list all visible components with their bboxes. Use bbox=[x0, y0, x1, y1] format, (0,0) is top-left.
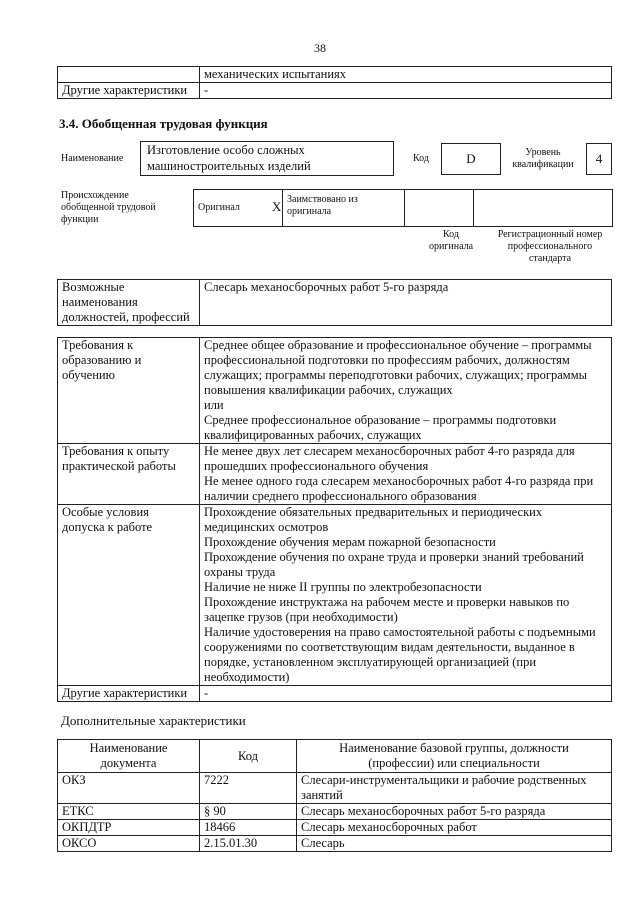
borrowed-label-line-1: Заимствовано из bbox=[287, 194, 358, 205]
table-row-name-cont: занятий bbox=[301, 788, 343, 802]
special-line: сооружениями по соответствующим видам деятельности, выданное в bbox=[204, 640, 575, 654]
origin-label bbox=[61, 190, 156, 226]
name-value-line-2: машиностроительных изделий bbox=[147, 159, 311, 173]
table-row-name: Слесарь механосборочных работ bbox=[297, 820, 612, 836]
special-line: охраны труда bbox=[204, 565, 276, 579]
education-label-line-2: образованию и bbox=[62, 353, 142, 367]
reg-number-line-1: Регистрационный номер bbox=[497, 229, 603, 240]
table-row-doc: ОКЗ bbox=[58, 773, 200, 804]
education-value bbox=[200, 338, 612, 444]
code-original-caption bbox=[416, 229, 486, 253]
additional-table bbox=[57, 739, 612, 852]
education-label-line-3: обучению bbox=[62, 368, 115, 382]
header-name-line-2: (профессии) или специальности bbox=[368, 756, 540, 770]
code-original-cell bbox=[405, 190, 474, 227]
experience-line: прошедших профессионального обучения bbox=[204, 459, 429, 473]
positions-value: Слесарь механосборочных работ 5-го разряда bbox=[200, 280, 612, 326]
section-title: 3.4. Обобщенная трудовая функция bbox=[59, 116, 268, 131]
header-doc-line-1: Наименование bbox=[89, 741, 168, 755]
education-line: повышения квалификации рабочих, служащих bbox=[204, 383, 453, 397]
table-row-code: 18466 bbox=[200, 820, 297, 836]
top-table-label-1 bbox=[58, 67, 200, 83]
experience-line: наличии среднего профессионального образования bbox=[204, 489, 477, 503]
additional-title: Дополнительные характеристики bbox=[61, 713, 246, 728]
special-line: Наличие не ниже II группы по электробезопасности bbox=[204, 580, 482, 594]
origin-table bbox=[193, 189, 613, 227]
special-line: Прохождение инструктажа на рабочем месте и проверки навыков по bbox=[204, 595, 570, 609]
original-mark: X bbox=[272, 199, 282, 214]
positions-label-line-1: Возможные bbox=[62, 280, 125, 294]
education-line: служащих; программы переподготовки рабочих, служащих; программы bbox=[204, 368, 588, 382]
experience-label-line-2: практической работы bbox=[62, 459, 176, 473]
education-line: профессиональной подготовки по профессиям рабочих, должностям bbox=[204, 353, 570, 367]
level-value: 4 bbox=[595, 151, 603, 166]
table-row-code: 2.15.01.30 bbox=[200, 836, 297, 852]
experience-line: Не менее одного года слесарем механосборочных работ 4-го разряда при bbox=[204, 474, 594, 488]
code-original-line-1: Код bbox=[443, 229, 459, 240]
reg-number-line-3: стандарта bbox=[528, 253, 572, 264]
positions-label-line-3: должностей, профессий bbox=[62, 310, 190, 324]
requirements-table bbox=[57, 337, 612, 702]
page-number: 38 bbox=[314, 41, 326, 55]
special-line: порядке, установленном эксплуатирующей организацией (при bbox=[204, 655, 537, 669]
other-label: Другие характеристики bbox=[58, 686, 200, 702]
origin-label-line-2: обобщенной трудовой bbox=[61, 202, 156, 213]
header-code: Код bbox=[200, 740, 297, 773]
special-line: Прохождение обучения мерам пожарной безопасности bbox=[204, 535, 496, 549]
header-doc-line-2: документа bbox=[100, 756, 157, 770]
other-value: - bbox=[200, 686, 612, 702]
education-line: Среднее общее образование и профессиональное обучение – программы bbox=[204, 338, 592, 352]
reg-number-caption bbox=[488, 229, 612, 265]
level-label-line-1: Уровень bbox=[525, 147, 561, 158]
education-line: или bbox=[204, 398, 224, 412]
name-value-line-1: Изготовление особо сложных bbox=[147, 143, 305, 157]
table-row-doc: ЕТКС bbox=[58, 804, 200, 820]
code-original-line-2: оригинала bbox=[428, 241, 474, 252]
top-table bbox=[57, 66, 612, 99]
table-row-name: Слесарь механосборочных работ 5-го разряда bbox=[297, 804, 612, 820]
table-row-code: § 90 bbox=[200, 804, 297, 820]
top-table-label-2: Другие характеристики bbox=[58, 83, 200, 99]
experience-value bbox=[200, 444, 612, 505]
education-line: квалифицированных рабочих, служащих bbox=[204, 428, 422, 442]
special-line: зацепке грузов (при необходимости) bbox=[204, 610, 398, 624]
level-label bbox=[506, 147, 580, 171]
table-row-doc: ОКСО bbox=[58, 836, 200, 852]
origin-label-line-3: функции bbox=[61, 214, 99, 225]
special-label-line-1: Особые условия bbox=[62, 505, 149, 519]
table-row-name: Слесари-инструментальщики и рабочие родственных bbox=[301, 773, 587, 787]
experience-line: Не менее двух лет слесарем механосборочных работ 4-го разряда для bbox=[204, 444, 575, 458]
reg-number-cell bbox=[474, 190, 613, 227]
education-label-line-1: Требования к bbox=[62, 338, 134, 352]
table-row-code: 7222 bbox=[200, 773, 297, 804]
code-label: Код bbox=[413, 153, 429, 164]
special-line: медицинских осмотров bbox=[204, 520, 329, 534]
code-value: D bbox=[466, 151, 476, 166]
original-label: Оригинал bbox=[198, 202, 240, 213]
code-value-box bbox=[441, 143, 501, 175]
borrowed-label-line-2: оригинала bbox=[287, 206, 332, 217]
name-label: Наименование bbox=[61, 153, 124, 164]
level-value-box bbox=[586, 143, 612, 175]
reg-number-line-2: профессионального bbox=[507, 241, 593, 252]
experience-label-line-1: Требования к опыту bbox=[62, 444, 170, 458]
special-line: Прохождение обязательных предварительных и периодических bbox=[204, 505, 543, 519]
header-name-line-1: Наименование базовой группы, должности bbox=[339, 741, 569, 755]
table-row-name: Слесарь bbox=[297, 836, 612, 852]
special-label-line-2: допуска к работе bbox=[62, 520, 153, 534]
origin-label-line-1: Происхождение bbox=[61, 190, 129, 201]
special-value bbox=[200, 505, 612, 686]
level-label-line-2: квалификации bbox=[512, 159, 574, 170]
positions-table bbox=[57, 279, 612, 326]
special-line: Наличие удостоверения на право самостоятельной работы с подъемными bbox=[204, 625, 596, 639]
education-line: Среднее профессиональное образование – программы подготовки bbox=[204, 413, 557, 427]
top-table-value-2: - bbox=[200, 83, 612, 99]
special-line: Прохождение обучения по охране труда и проверки знаний требований bbox=[204, 550, 584, 564]
special-line: необходимости) bbox=[204, 670, 290, 684]
name-value-box bbox=[140, 141, 394, 176]
top-table-value-1: механических испытаниях bbox=[200, 67, 612, 83]
table-row-doc: ОКПДТР bbox=[58, 820, 200, 836]
positions-label-line-2: наименования bbox=[62, 295, 138, 309]
